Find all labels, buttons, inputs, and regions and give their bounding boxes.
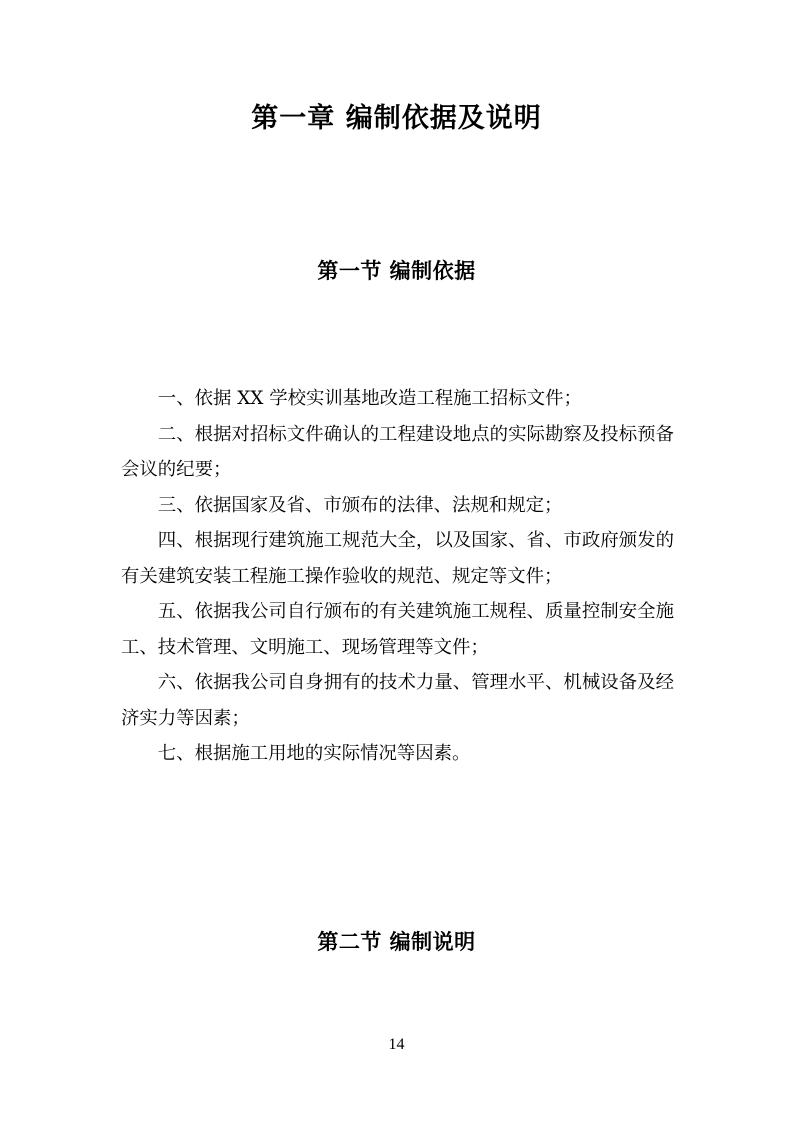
- basis-item-1: 一、依据 XX 学校实训基地改造工程施工招标文件；: [157, 388, 582, 409]
- basis-item-2: 二、根据对招标文件确认的工程建设地点的实际勘察及投标预备会议的纪要；: [121, 423, 674, 480]
- section-title-basis: 第一节 编制依据: [317, 259, 476, 283]
- basis-item-3: 三、依据国家及省、市颁布的法律、法规和规定；: [157, 494, 563, 516]
- basis-item-7: 七、根据施工用地的实际情况等因素。: [157, 743, 471, 764]
- section-title-explanation: 第二节 编制说明: [317, 930, 476, 954]
- basis-item-4: 四、根据现行建筑施工规范大全，以及国家、省、市政府颁发的有关建筑安装工程施工操作验收的规范、规定等文件；: [121, 530, 674, 587]
- chapter-title: 第一章 编制依据及说明: [251, 103, 542, 134]
- basis-item-5: 五、依据我公司自行颁布的有关建筑施工规程、质量控制安全施工、技术管理、文明施工、现场管理等文件；: [121, 601, 674, 658]
- basis-list: [121, 381, 674, 772]
- basis-item-6: 六、依据我公司自身拥有的技术力量、管理水平、机械设备及经济实力等因素；: [121, 672, 674, 729]
- page-number: 14: [388, 1036, 405, 1053]
